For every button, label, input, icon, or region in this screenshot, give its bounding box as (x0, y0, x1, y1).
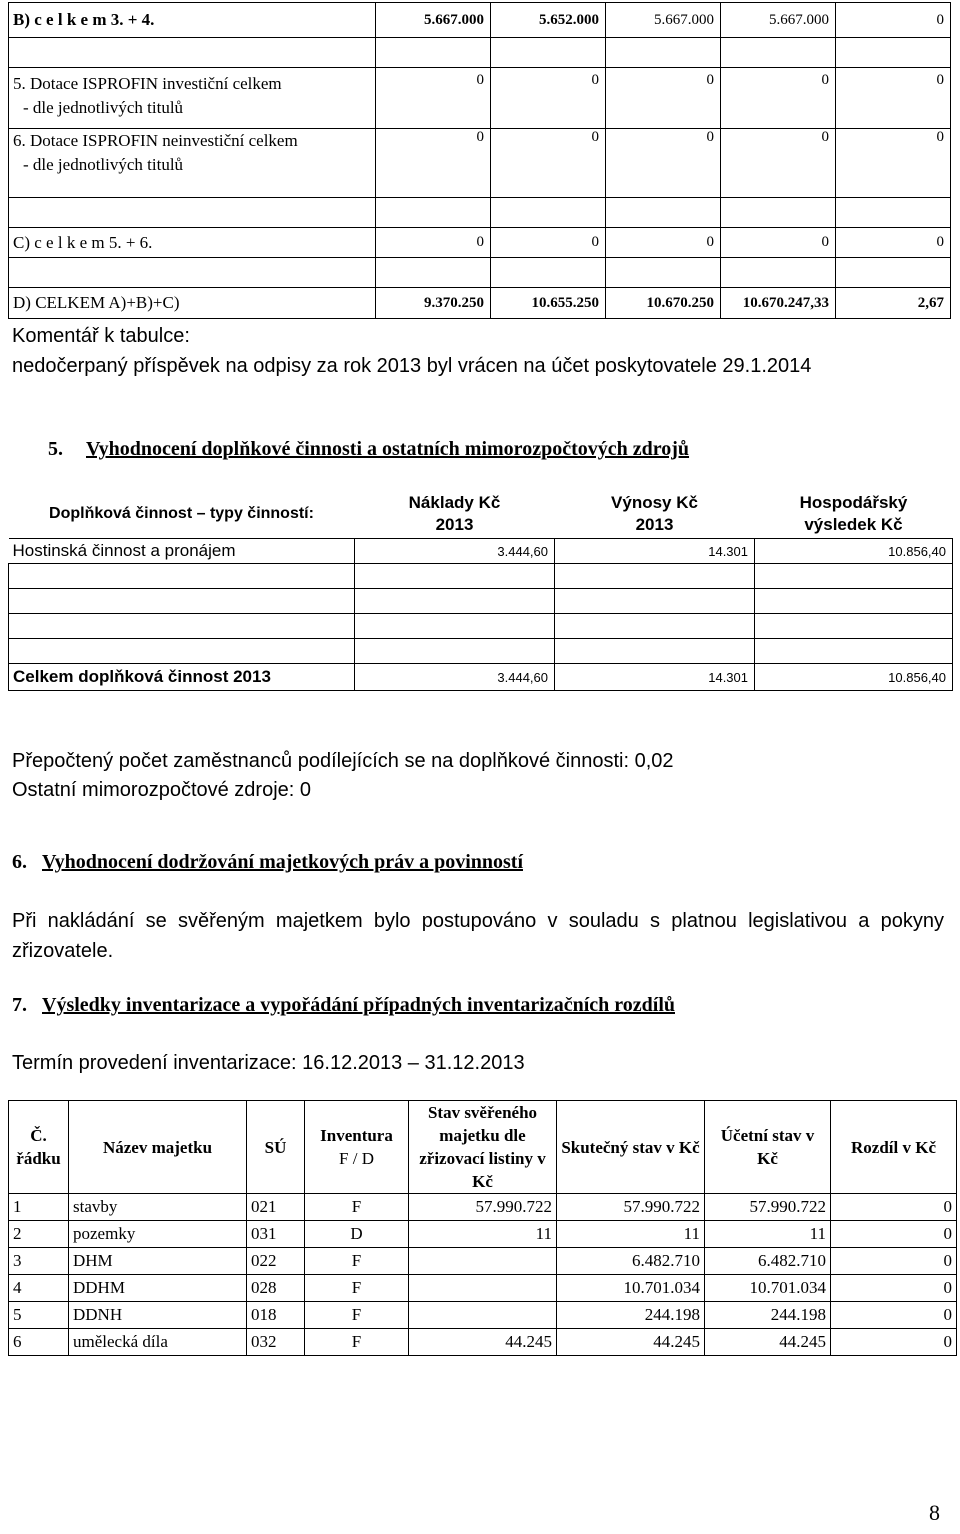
accounting-value: 57.990.722 (705, 1194, 831, 1221)
charter-value: 44.245 (409, 1329, 557, 1356)
difference-value: 0 (831, 1248, 957, 1275)
row-label: B) c e l k e m 3. + 4. (9, 3, 376, 38)
empty-cell (355, 564, 555, 589)
inventory-table (8, 1100, 957, 1356)
header-costs-year: 2013 (435, 515, 474, 534)
table-row (9, 639, 953, 664)
empty-cell (755, 614, 953, 639)
row-number: 2 (9, 1221, 69, 1248)
asset-account: 021 (247, 1194, 305, 1221)
header-costs-label: Náklady Kč (408, 493, 501, 512)
empty-cell (721, 198, 836, 228)
accounting-value: 6.482.710 (705, 1248, 831, 1275)
total-revenues: 14.301 (555, 664, 755, 691)
cell: 0 (836, 228, 951, 258)
header-result-unit: výsledek Kč (804, 515, 903, 534)
table-total-row (9, 664, 953, 691)
empty-cell (755, 589, 953, 614)
table-row (9, 129, 951, 198)
header-accounting-value: Účetní stav v Kč (705, 1101, 831, 1194)
cell: 0 (836, 3, 951, 38)
accounting-value: 244.198 (705, 1302, 831, 1329)
cell: 10.670.247,33 (721, 288, 836, 319)
comment-title: Komentář k tabulce: (12, 325, 190, 347)
cell: 0 (836, 68, 951, 129)
empty-cell (836, 258, 951, 288)
empty-cell (9, 639, 355, 664)
inventory-type: F (305, 1194, 409, 1221)
table-row (9, 228, 951, 258)
accounting-value: 11 (705, 1221, 831, 1248)
header-difference: Rozdíl v Kč (831, 1101, 957, 1194)
asset-account: 032 (247, 1329, 305, 1356)
row-sublabel: - dle jednotlivých titulů (23, 98, 184, 117)
difference-value: 0 (831, 1302, 957, 1329)
charter-value (409, 1248, 557, 1275)
header-revenues-label: Výnosy Kč (611, 493, 698, 512)
asset-account: 028 (247, 1275, 305, 1302)
table-row (9, 564, 953, 589)
header-revenues-year: 2013 (635, 515, 674, 534)
cell: 0 (376, 228, 491, 258)
section-5-title: Vyhodnocení doplňkové činnosti a ostatních mimorozpočtových zdrojů (86, 438, 690, 460)
total-label: Celkem doplňková činnost 2013 (9, 664, 355, 691)
empty-cell (9, 258, 376, 288)
activity-revenues: 14.301 (555, 539, 755, 564)
cell: 0 (491, 228, 606, 258)
empty-cell (721, 38, 836, 68)
empty-cell (491, 198, 606, 228)
table-row (9, 614, 953, 639)
table-row (9, 1248, 957, 1275)
header-result (755, 490, 953, 539)
table-header-row (9, 490, 953, 539)
table-row (9, 3, 951, 38)
page-number: 8 (929, 1500, 940, 1525)
cell: 9.370.250 (376, 288, 491, 319)
table-row (9, 1194, 957, 1221)
header-result-label: Hospodářský (799, 493, 908, 512)
header-costs (355, 490, 555, 539)
row-number: 6 (9, 1329, 69, 1356)
cell: 5.667.000 (376, 3, 491, 38)
row-number: 1 (9, 1194, 69, 1221)
row-label-main: 5. Dotace ISPROFIN investiční celkem (13, 74, 282, 93)
empty-cell (355, 589, 555, 614)
asset-account: 018 (247, 1302, 305, 1329)
asset-account: 031 (247, 1221, 305, 1248)
header-asset-name: Název majetku (69, 1101, 247, 1194)
empty-cell (376, 38, 491, 68)
actual-value: 244.198 (557, 1302, 705, 1329)
inventory-term: Termín provedení inventarizace: 16.12.2013 – 31.12.2013 (12, 1052, 525, 1074)
section-6-title: Vyhodnocení dodržování majetkových práv a povinností (42, 851, 523, 873)
difference-value: 0 (831, 1221, 957, 1248)
employees-text: Přepočtený počet zaměstnanců podílejících se na doplňkové činnosti: 0,02 (12, 750, 674, 772)
empty-cell (755, 564, 953, 589)
row-label (9, 129, 376, 198)
cell: 0 (721, 228, 836, 258)
row-label: D) CELKEM A)+B)+C) (9, 288, 376, 319)
row-label: C) c e l k e m 5. + 6. (9, 228, 376, 258)
empty-cell (555, 614, 755, 639)
charter-value: 11 (409, 1221, 557, 1248)
cell: 0 (606, 228, 721, 258)
cell: 0 (491, 129, 606, 198)
cell: 10.670.250 (606, 288, 721, 319)
actual-value: 10.701.034 (557, 1275, 705, 1302)
header-activity-type: Doplňková činnost – typy činností: (49, 505, 314, 522)
section-7-number: 7. (12, 994, 27, 1016)
empty-cell (491, 38, 606, 68)
row-number: 5 (9, 1302, 69, 1329)
inventory-type: F (305, 1275, 409, 1302)
cell: 0 (376, 129, 491, 198)
empty-cell (755, 639, 953, 664)
asset-name: DDHM (69, 1275, 247, 1302)
budget-summary-table (8, 2, 951, 319)
empty-cell (491, 258, 606, 288)
actual-value: 57.990.722 (557, 1194, 705, 1221)
cell: 0 (606, 129, 721, 198)
table-header-row (9, 1101, 957, 1194)
table-row (9, 1302, 957, 1329)
charter-value (409, 1302, 557, 1329)
activity-result: 10.856,40 (755, 539, 953, 564)
asset-account: 022 (247, 1248, 305, 1275)
section-7-title: Výsledky inventarizace a vypořádání případných inventarizačních rozdílů (42, 994, 675, 1016)
cell: 0 (721, 68, 836, 129)
cell: 0 (376, 68, 491, 129)
inventory-type: F (305, 1302, 409, 1329)
inventory-type: F (305, 1248, 409, 1275)
table-row (9, 198, 951, 228)
empty-cell (376, 258, 491, 288)
table-row (9, 288, 951, 319)
empty-cell (355, 639, 555, 664)
inventory-type: D (305, 1221, 409, 1248)
activity-label: Hostinská činnost a pronájem (9, 539, 355, 564)
asset-name: DDNH (69, 1302, 247, 1329)
section-5-number: 5. (48, 438, 63, 460)
cell: 5.667.000 (606, 3, 721, 38)
row-label-main: 6. Dotace ISPROFIN neinvestiční celkem (13, 131, 298, 150)
actual-value: 6.482.710 (557, 1248, 705, 1275)
table-row (9, 258, 951, 288)
difference-value: 0 (831, 1275, 957, 1302)
cell: 2,67 (836, 288, 951, 319)
empty-cell (376, 198, 491, 228)
accounting-value: 10.701.034 (705, 1275, 831, 1302)
table-row (9, 589, 953, 614)
asset-name: pozemky (69, 1221, 247, 1248)
table-row (9, 1329, 957, 1356)
table-row (9, 1275, 957, 1302)
empty-cell (9, 564, 355, 589)
empty-cell (836, 198, 951, 228)
empty-cell (9, 198, 376, 228)
section-6-number: 6. (12, 851, 27, 873)
row-number: 3 (9, 1248, 69, 1275)
empty-cell (606, 38, 721, 68)
empty-cell (555, 564, 755, 589)
empty-cell (9, 38, 376, 68)
cell: 10.655.250 (491, 288, 606, 319)
total-costs: 3.444,60 (355, 664, 555, 691)
header-actual-value: Skutečný stav v Kč (557, 1101, 705, 1194)
header-inventory (305, 1101, 409, 1194)
actual-value: 11 (557, 1221, 705, 1248)
row-sublabel: - dle jednotlivých titulů (23, 155, 184, 174)
empty-cell (555, 639, 755, 664)
table-row (9, 38, 951, 68)
difference-value: 0 (831, 1329, 957, 1356)
cell: 5.667.000 (721, 3, 836, 38)
empty-cell (9, 589, 355, 614)
header-row-number: Č. řádku (9, 1101, 69, 1194)
cell: 0 (491, 68, 606, 129)
row-number: 4 (9, 1275, 69, 1302)
cell: 0 (606, 68, 721, 129)
comment-text: nedočerpaný příspěvek na odpisy za rok 2013 byl vrácen na účet poskytovatele 29.1.2014 (12, 355, 812, 377)
header-account: SÚ (247, 1101, 305, 1194)
empty-cell (355, 614, 555, 639)
cell: 5.652.000 (491, 3, 606, 38)
header-inventory-type: F / D (339, 1149, 374, 1168)
header-inventory-label: Inventura (320, 1126, 393, 1145)
table-row (9, 1221, 957, 1248)
asset-name: DHM (69, 1248, 247, 1275)
row-label (9, 68, 376, 129)
table-row (9, 539, 953, 564)
empty-cell (606, 198, 721, 228)
other-sources-text: Ostatní mimorozpočtové zdroje: 0 (12, 779, 312, 801)
section-6-text: Při nakládání se svěřeným majetkem bylo postupováno v souladu s platnou legislativou a pokyny zřizovatele. (12, 910, 944, 962)
actual-value: 44.245 (557, 1329, 705, 1356)
empty-cell (836, 38, 951, 68)
inventory-type: F (305, 1329, 409, 1356)
table-row (9, 68, 951, 129)
cell: 0 (836, 129, 951, 198)
empty-cell (606, 258, 721, 288)
asset-name: umělecká díla (69, 1329, 247, 1356)
difference-value: 0 (831, 1194, 957, 1221)
accounting-value: 44.245 (705, 1329, 831, 1356)
empty-cell (555, 589, 755, 614)
cell: 0 (721, 129, 836, 198)
empty-cell (9, 614, 355, 639)
total-result: 10.856,40 (755, 664, 953, 691)
header-revenues (555, 490, 755, 539)
asset-name: stavby (69, 1194, 247, 1221)
header-charter-value: Stav svěřeného majetku dle zřizovací listiny v Kč (409, 1101, 557, 1194)
activity-costs: 3.444,60 (355, 539, 555, 564)
charter-value: 57.990.722 (409, 1194, 557, 1221)
supplementary-activity-table (8, 490, 953, 691)
charter-value (409, 1275, 557, 1302)
empty-cell (721, 258, 836, 288)
